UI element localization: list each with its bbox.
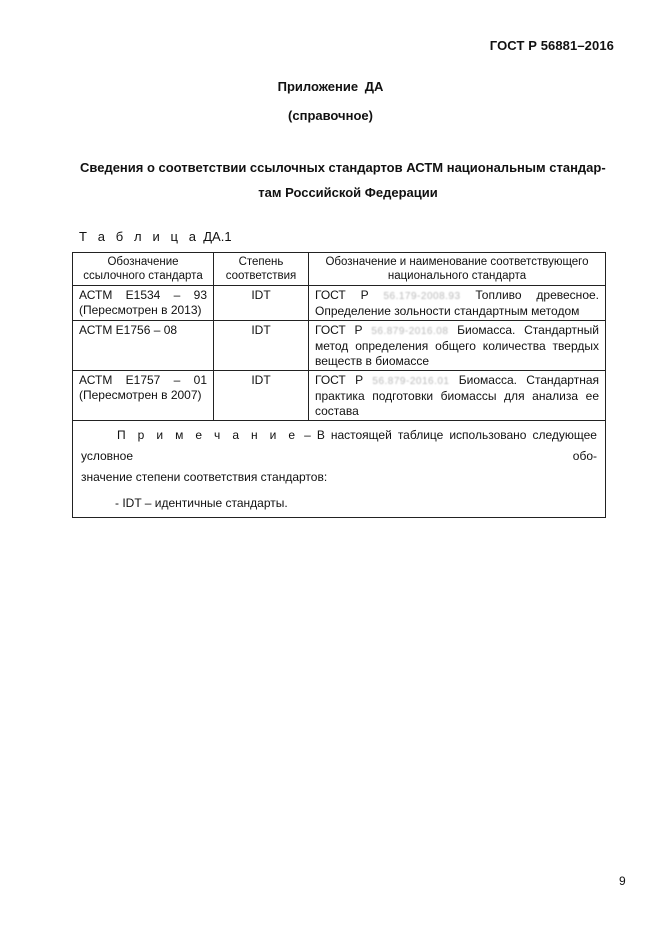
correspondence-table [72,252,606,518]
nat-prefix: ГОСТ Р [315,323,363,337]
national-standard-cell [309,371,606,421]
nat-title: Биомасса. Стандартная практика подготовки биомассы для анализа ее состава [315,373,600,418]
nat-number-redacted: 56.879-2016.08 [371,326,449,337]
section-title [80,160,634,200]
header-degree: Степень соответствия [214,253,309,286]
ref-standard-cell: АСТМ Е1756 – 08 [73,321,214,371]
table-caption-id: ДА.1 [203,229,232,244]
degree-cell: IDT [214,321,309,371]
header-ref-standard: Обозначение ссылочного стандарта [73,253,214,286]
note-line-2: значение степени соответствия стандартов: [81,470,328,484]
table-caption [79,229,232,244]
section-title-line-2: там Российской Федерации [258,185,438,200]
appendix-subtitle: (справочное) [288,108,373,123]
nat-title: Биомасса. Стандартный метод определения общего количества твердых веществ в биомассе [315,323,600,368]
ref-standard-cell: АСТМ Е1757 – 01 (Пересмотрен в 2007) [73,371,214,421]
note-label: П р и м е ч а н и е [117,428,299,442]
table-note [73,421,606,518]
national-standard-cell [309,286,606,321]
nat-number-redacted: 56.879-2016.01 [372,376,450,387]
nat-prefix: ГОСТ Р [315,288,369,302]
note-line-1 [81,425,597,467]
table-note-row [73,421,606,518]
table-row [73,286,606,321]
nat-title: Топливо древесное. Определение зольности стандартным методом [315,288,599,318]
table-header-row [73,253,606,286]
degree-cell: IDT [214,286,309,321]
national-standard-cell [309,321,606,371]
table-row [73,371,606,421]
note-item: - IDT – идентичные стандарты. [115,496,288,510]
page-number: 9 [619,874,626,888]
appendix-title: Приложение ДА [277,79,384,94]
degree-cell: IDT [214,371,309,421]
document-code: ГОСТ Р 56881–2016 [489,38,614,53]
header-national-standard: Обозначение и наименование соответствующего национального стандарта [309,253,606,286]
nat-number-redacted: 56.179-2008.93 [383,291,461,302]
section-title-line-1: Сведения о соответствии ссылочных стандартов АСТМ национальным стандар- [80,160,606,175]
ref-standard-cell: АСТМ Е1534 – 93 (Пересмотрен в 2013) [73,286,214,321]
note-text-1: – В настоящей таблице использовано следующее условное обо- [81,428,597,463]
table-caption-prefix: Т а б л и ц а [79,229,200,244]
nat-prefix: ГОСТ Р [315,373,364,387]
table-row [73,321,606,371]
